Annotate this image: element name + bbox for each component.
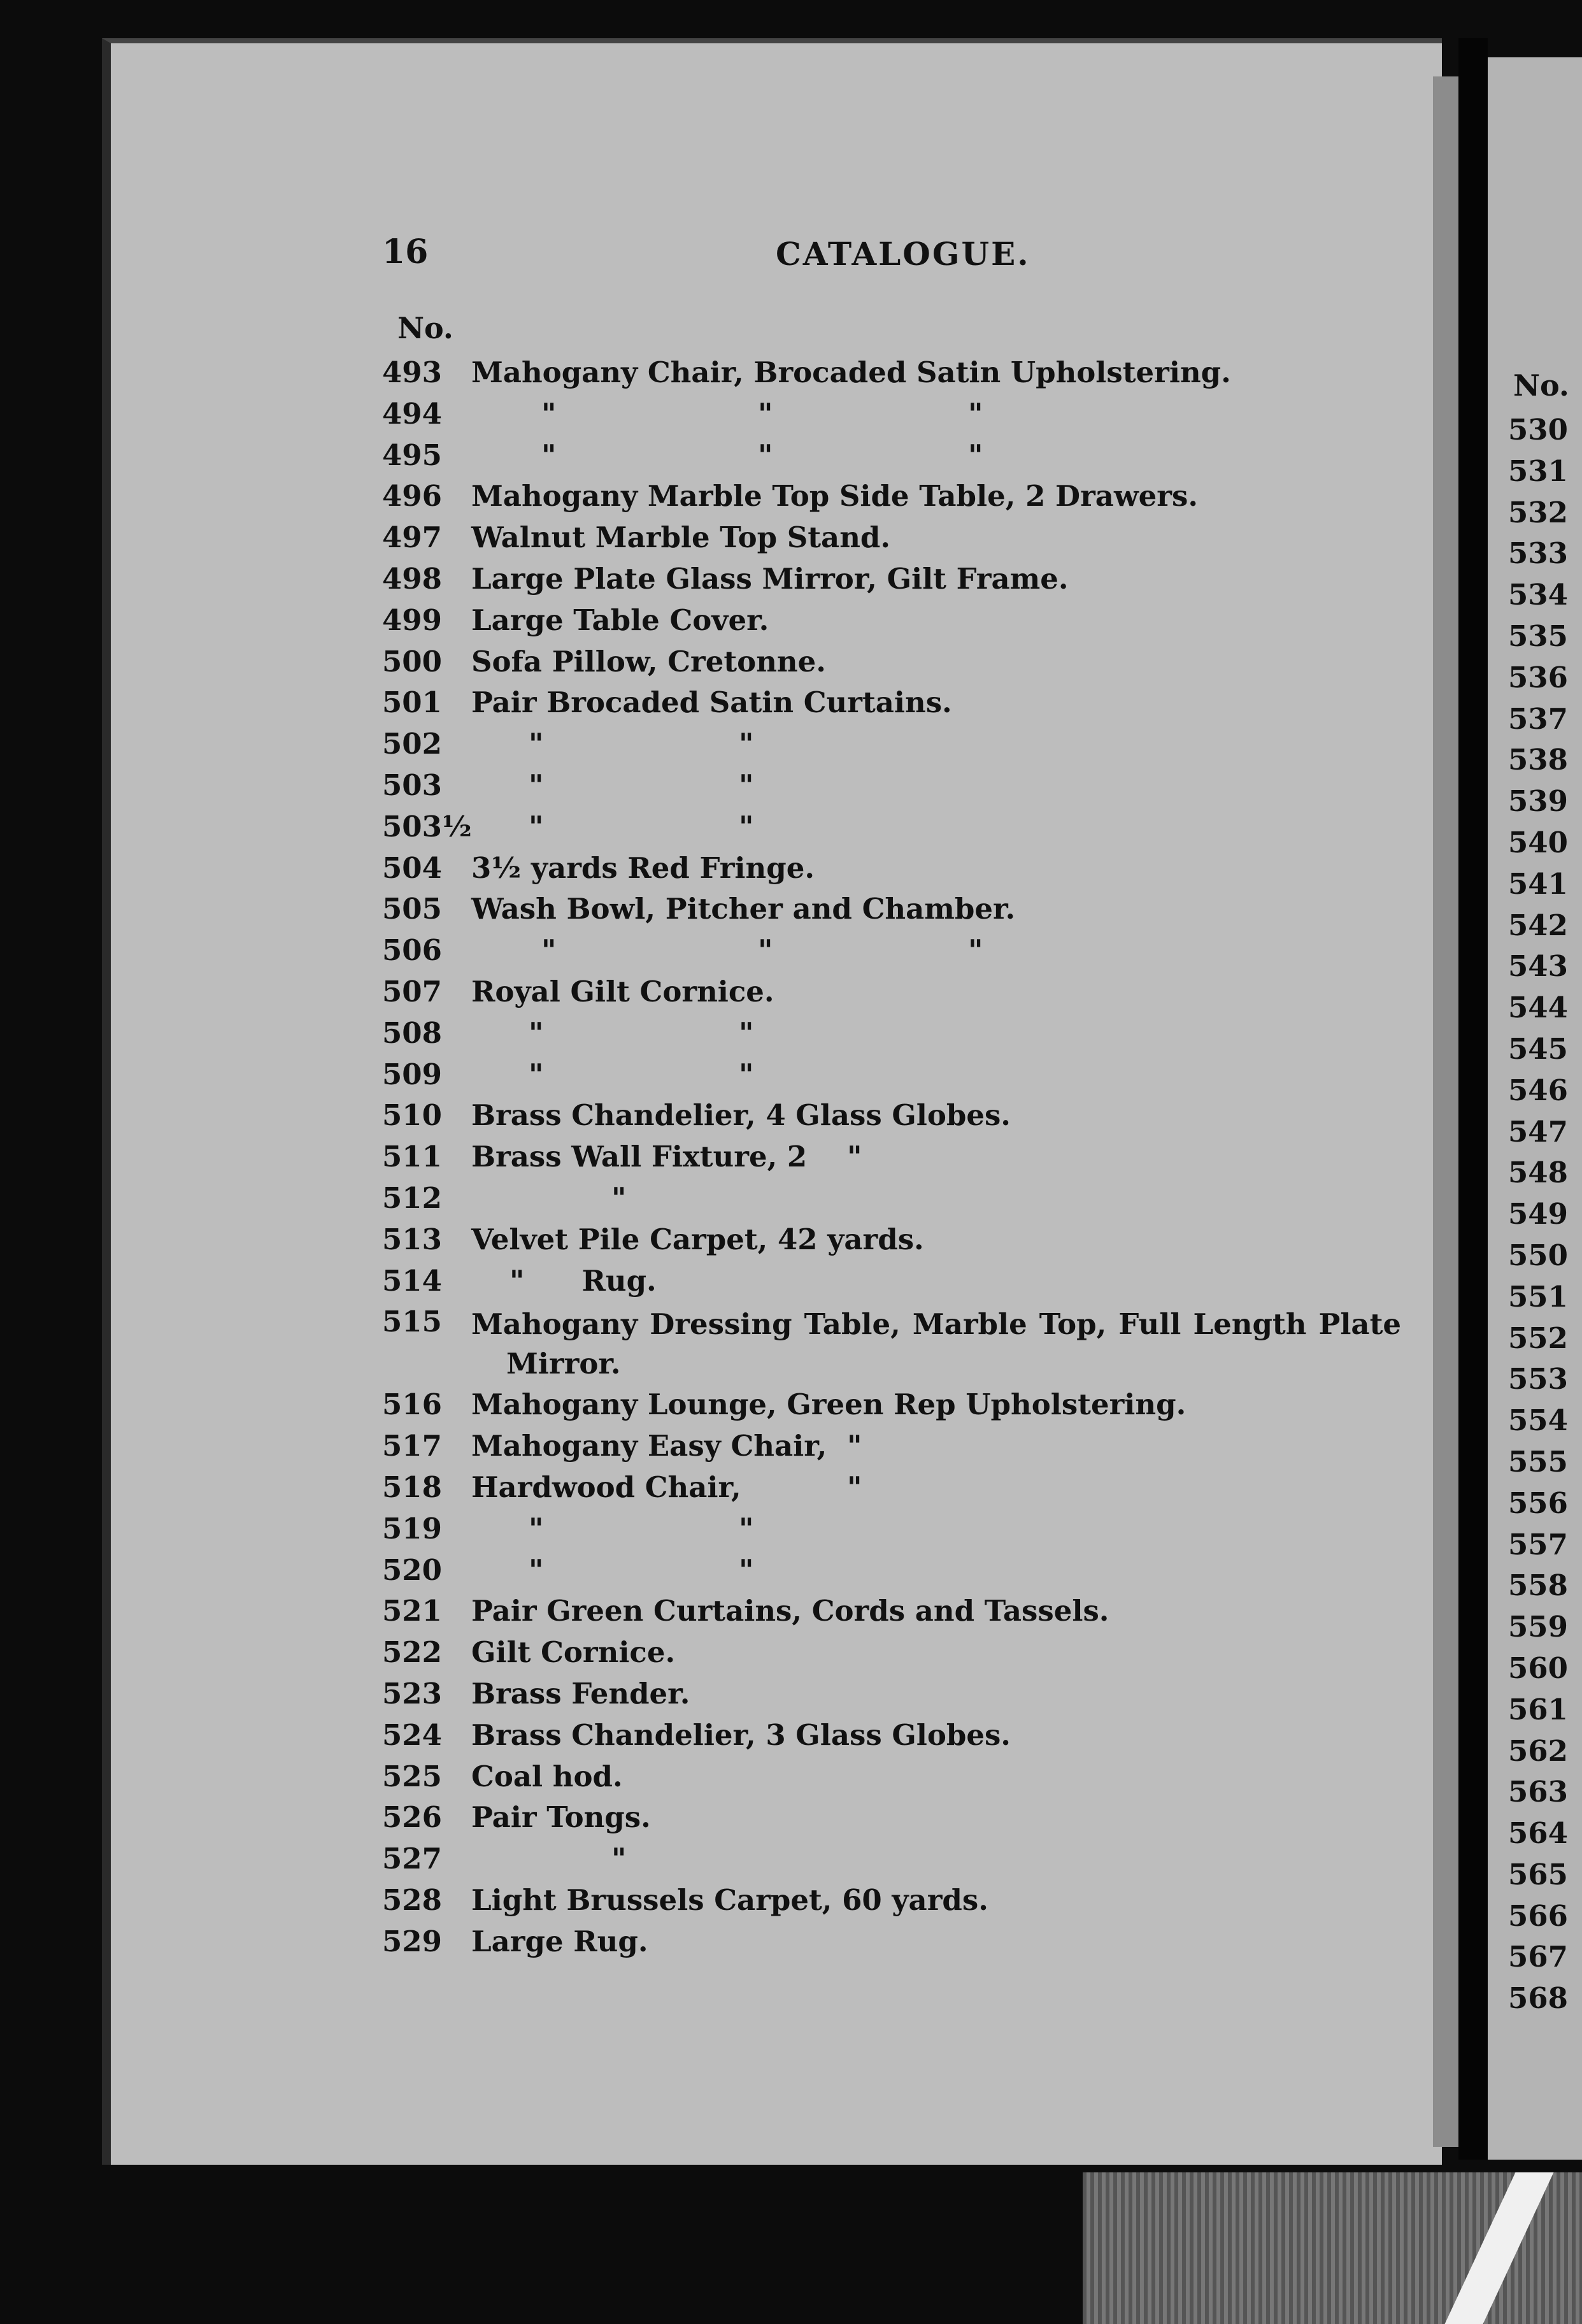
catalogue-entry [382, 1470, 1401, 1512]
entry-description: Mahogany Marble Top Side Table, 2 Drawers. [471, 479, 1199, 513]
entry-number: 502 [382, 727, 442, 761]
catalogue-entry [382, 1058, 1401, 1099]
facing-page-entry-number: 561 [1508, 1692, 1568, 1726]
catalogue-entry [382, 727, 1401, 768]
entry-number: 511 [382, 1140, 442, 1174]
facing-page-entry-number: 536 [1508, 660, 1568, 694]
facing-page-entry-number: 530 [1508, 413, 1568, 447]
entry-number: 500 [382, 644, 442, 678]
entry-description: Large Table Cover. [471, 603, 769, 637]
entry-number: 526 [382, 1800, 442, 1835]
entry-description: Gilt Cornice. [471, 1635, 676, 1670]
ditto-mark: " [847, 1470, 862, 1504]
entry-description: Large Plate Glass Mirror, Gilt Frame. [471, 561, 1069, 596]
entry-description: Brass Fender. [471, 1676, 690, 1711]
facing-page-entry-number: 542 [1508, 908, 1568, 942]
entry-number: 521 [382, 1594, 442, 1628]
entry-description: Royal Gilt Cornice. [471, 974, 774, 1008]
facing-page-entry-number: 537 [1508, 701, 1568, 736]
entry-number: 525 [382, 1759, 442, 1793]
ditto-mark: " [510, 1263, 525, 1298]
entry-description: Pair Brocaded Satin Curtains. [471, 685, 952, 720]
catalogue-entry [382, 1140, 1401, 1181]
facing-page-entry-number: 552 [1508, 1321, 1568, 1355]
catalogue-entry [382, 1677, 1401, 1718]
ditto-mark: " [611, 1180, 627, 1215]
ditto-mark: " [529, 1511, 544, 1546]
catalogue-entry [382, 645, 1401, 686]
facing-page-entry-number: 563 [1508, 1775, 1568, 1809]
entry-description: Light Brussels Carpet, 60 yards. [471, 1883, 988, 1917]
catalogue-entry [382, 1635, 1401, 1677]
facing-page-entry-number: 540 [1508, 825, 1568, 859]
entry-number: 493 [382, 355, 442, 389]
entry-number: 523 [382, 1676, 442, 1711]
entry-number: 514 [382, 1263, 442, 1298]
entry-description: Wash Bowl, Pitcher and Chamber. [471, 892, 1016, 926]
catalogue-entry [382, 1181, 1401, 1223]
facing-page-entry-number: 544 [1508, 991, 1568, 1025]
entry-description: Coal hod. [471, 1759, 623, 1793]
catalogue-entry [382, 1429, 1401, 1470]
catalogue-entry [382, 1594, 1401, 1635]
entry-number: 498 [382, 561, 442, 596]
facing-page-numbers [1508, 413, 1582, 2023]
catalogue-entry [382, 438, 1401, 480]
facing-page-entry-number: 539 [1508, 784, 1568, 819]
ditto-mark: " [529, 1015, 544, 1050]
facing-page-entry-number: 557 [1508, 1527, 1568, 1561]
ditto-mark: " [739, 1553, 754, 1587]
facing-page-entry-number: 532 [1508, 495, 1568, 529]
ditto-mark: " [739, 768, 754, 802]
catalogue-entry [382, 1223, 1401, 1264]
ditto-mark: " [529, 727, 544, 761]
ditto-mark: " [758, 933, 773, 968]
entry-number: 496 [382, 479, 442, 513]
catalogue-entry [382, 975, 1401, 1016]
facing-page-column-header: No. [1513, 368, 1569, 403]
entry-description: Pair Tongs. [471, 1800, 651, 1835]
entry-number: 518 [382, 1470, 442, 1504]
catalogue-entries [382, 355, 1401, 1965]
facing-page-entry-number: 564 [1508, 1816, 1568, 1851]
ditto-mark: " [529, 809, 544, 843]
catalogue-entry [382, 810, 1401, 851]
entry-number: 505 [382, 892, 442, 926]
entry-number: 499 [382, 603, 442, 637]
catalogue-entry [382, 892, 1401, 933]
entry-number: 529 [382, 1924, 442, 1958]
ditto-mark: " [758, 438, 773, 472]
facing-page-entry-number: 551 [1508, 1279, 1568, 1314]
ditto-mark: " [758, 396, 773, 431]
catalogue-entry [382, 397, 1401, 438]
facing-page-entry-number: 545 [1508, 1031, 1568, 1066]
catalogue-entry [382, 1388, 1401, 1429]
page-edge [1433, 76, 1458, 2147]
catalogue-entry [382, 479, 1401, 520]
facing-page-entry-number: 568 [1508, 1981, 1568, 2016]
facing-page-entry-number: 535 [1508, 619, 1568, 653]
catalogue-entry [382, 1264, 1401, 1305]
page-number: 16 [382, 233, 429, 271]
entry-number: 501 [382, 685, 442, 720]
catalogue-entry [382, 1925, 1401, 1966]
entry-description: Brass Chandelier, 3 Glass Globes. [471, 1718, 1011, 1752]
entry-description: Brass Wall Fixture, 2 [471, 1140, 808, 1174]
catalogue-entry [382, 1553, 1401, 1595]
entry-number: 522 [382, 1635, 442, 1670]
entry-number: 515 [382, 1305, 442, 1339]
entry-number: 494 [382, 396, 442, 431]
facing-page-entry-number: 565 [1508, 1857, 1568, 1891]
entry-description: Mahogany Chair, Brocaded Satin Upholstering. [471, 355, 1231, 389]
ditto-mark: " [739, 1015, 754, 1050]
entry-description: Walnut Marble Top Stand. [471, 520, 891, 555]
entry-number: 508 [382, 1015, 442, 1050]
catalogue-entry [382, 1718, 1401, 1760]
facing-page-entry-number: 554 [1508, 1403, 1568, 1438]
entry-description: Pair Green Curtains, Cords and Tassels. [471, 1594, 1109, 1628]
facing-page-entry-number: 553 [1508, 1362, 1568, 1396]
catalogue-entry [382, 1760, 1401, 1801]
entry-description: Brass Chandelier, 4 Glass Globes. [471, 1098, 1011, 1133]
catalogue-entry [382, 851, 1401, 893]
facing-page-entry-number: 543 [1508, 949, 1568, 984]
catalogue-entry [382, 520, 1401, 562]
ditto-mark: " [739, 727, 754, 761]
ditto-mark: " [529, 1553, 544, 1587]
facing-page-entry-number: 538 [1508, 743, 1568, 777]
facing-page-partial [1488, 57, 1582, 2160]
ditto-mark: " [541, 933, 557, 968]
column-header-no: No. [397, 311, 453, 345]
facing-page-entry-number: 560 [1508, 1651, 1568, 1685]
facing-page-entry-number: 531 [1508, 454, 1568, 488]
entry-number: 495 [382, 438, 442, 472]
facing-page-entry-number: 548 [1508, 1156, 1568, 1190]
facing-page-entry-number: 555 [1508, 1444, 1568, 1479]
ditto-mark: " [739, 809, 754, 843]
facing-page-entry-number: 558 [1508, 1568, 1568, 1603]
catalogue-entry [382, 562, 1401, 603]
entry-number: 524 [382, 1718, 442, 1752]
page-header [382, 233, 1465, 283]
facing-page-entry-number: 549 [1508, 1197, 1568, 1231]
catalogue-entry [382, 1883, 1401, 1925]
catalogue-entry [382, 768, 1401, 810]
entry-number: 519 [382, 1511, 442, 1546]
facing-page-entry-number: 550 [1508, 1238, 1568, 1272]
entry-number: 503 [382, 768, 442, 802]
entry-description: Velvet Pile Carpet, 42 yards. [471, 1222, 924, 1256]
entry-description-continuation: Mirror. [506, 1347, 621, 1381]
entry-number: 512 [382, 1180, 442, 1215]
facing-page-entry-number: 533 [1508, 536, 1568, 571]
catalogue-entry [382, 685, 1401, 727]
facing-page-entry-number: 567 [1508, 1940, 1568, 1974]
ditto-mark: " [968, 933, 983, 968]
entry-description: Large Rug. [471, 1924, 648, 1958]
entry-description: " Rug. [471, 1264, 657, 1298]
entry-number: 527 [382, 1842, 442, 1876]
book-gutter [1458, 38, 1488, 2160]
ditto-mark: " [739, 1057, 754, 1091]
catalogue-entry [382, 603, 1401, 645]
ditto-mark: " [968, 438, 983, 472]
ditto-mark: " [541, 438, 557, 472]
catalogue-entry [382, 1800, 1401, 1842]
binding-tape [1083, 2172, 1582, 2324]
entry-number: 516 [382, 1388, 442, 1422]
catalogue-entry [382, 355, 1401, 397]
facing-page-entry-number: 534 [1508, 578, 1568, 612]
entry-number: 506 [382, 933, 442, 968]
entry-number: 497 [382, 520, 442, 555]
entry-number: 509 [382, 1057, 442, 1091]
ditto-mark: " [611, 1842, 627, 1876]
running-title: CATALOGUE. [776, 235, 1030, 273]
catalogue-entry [382, 1305, 1401, 1388]
entry-description: Sofa Pillow, Cretonne. [471, 644, 826, 678]
facing-page-entry-number: 566 [1508, 1898, 1568, 1933]
catalogue-entry [382, 1016, 1401, 1058]
catalogue-entry [382, 1842, 1401, 1883]
ditto-mark: " [968, 396, 983, 431]
facing-page-entry-number: 547 [1508, 1114, 1568, 1149]
facing-page-entry-number: 562 [1508, 1733, 1568, 1768]
catalogue-entry [382, 1098, 1401, 1140]
facing-page-entry-number: 559 [1508, 1610, 1568, 1644]
facing-page-entry-number: 541 [1508, 866, 1568, 901]
entry-number: 503½ [382, 809, 472, 843]
ditto-mark: " [847, 1140, 862, 1174]
entry-description: Mahogany Dressing Table, Marble Top, Full Length Plate Mirror. [471, 1305, 1401, 1384]
entry-description: Mahogany Easy Chair, [471, 1429, 827, 1463]
ditto-mark: " [541, 396, 557, 431]
ditto-mark: " [847, 1429, 862, 1463]
catalogue-entry [382, 933, 1401, 975]
ditto-mark: " [529, 768, 544, 802]
entry-number: 507 [382, 974, 442, 1008]
facing-page-entry-number: 556 [1508, 1486, 1568, 1520]
entry-number: 517 [382, 1429, 442, 1463]
entry-description: 3½ yards Red Fringe. [471, 850, 815, 885]
entry-description: Mahogany Lounge, Green Rep Upholstering. [471, 1388, 1186, 1422]
ditto-mark: " [529, 1057, 544, 1091]
entry-number: 510 [382, 1098, 442, 1133]
catalogue-entry [382, 1512, 1401, 1553]
entry-number: 520 [382, 1553, 442, 1587]
facing-page-entry-number: 546 [1508, 1073, 1568, 1107]
entry-description: Hardwood Chair, [471, 1470, 741, 1504]
entry-number: 528 [382, 1883, 442, 1917]
entry-number: 513 [382, 1222, 442, 1256]
ditto-mark: " [739, 1511, 754, 1546]
entry-number: 504 [382, 850, 442, 885]
